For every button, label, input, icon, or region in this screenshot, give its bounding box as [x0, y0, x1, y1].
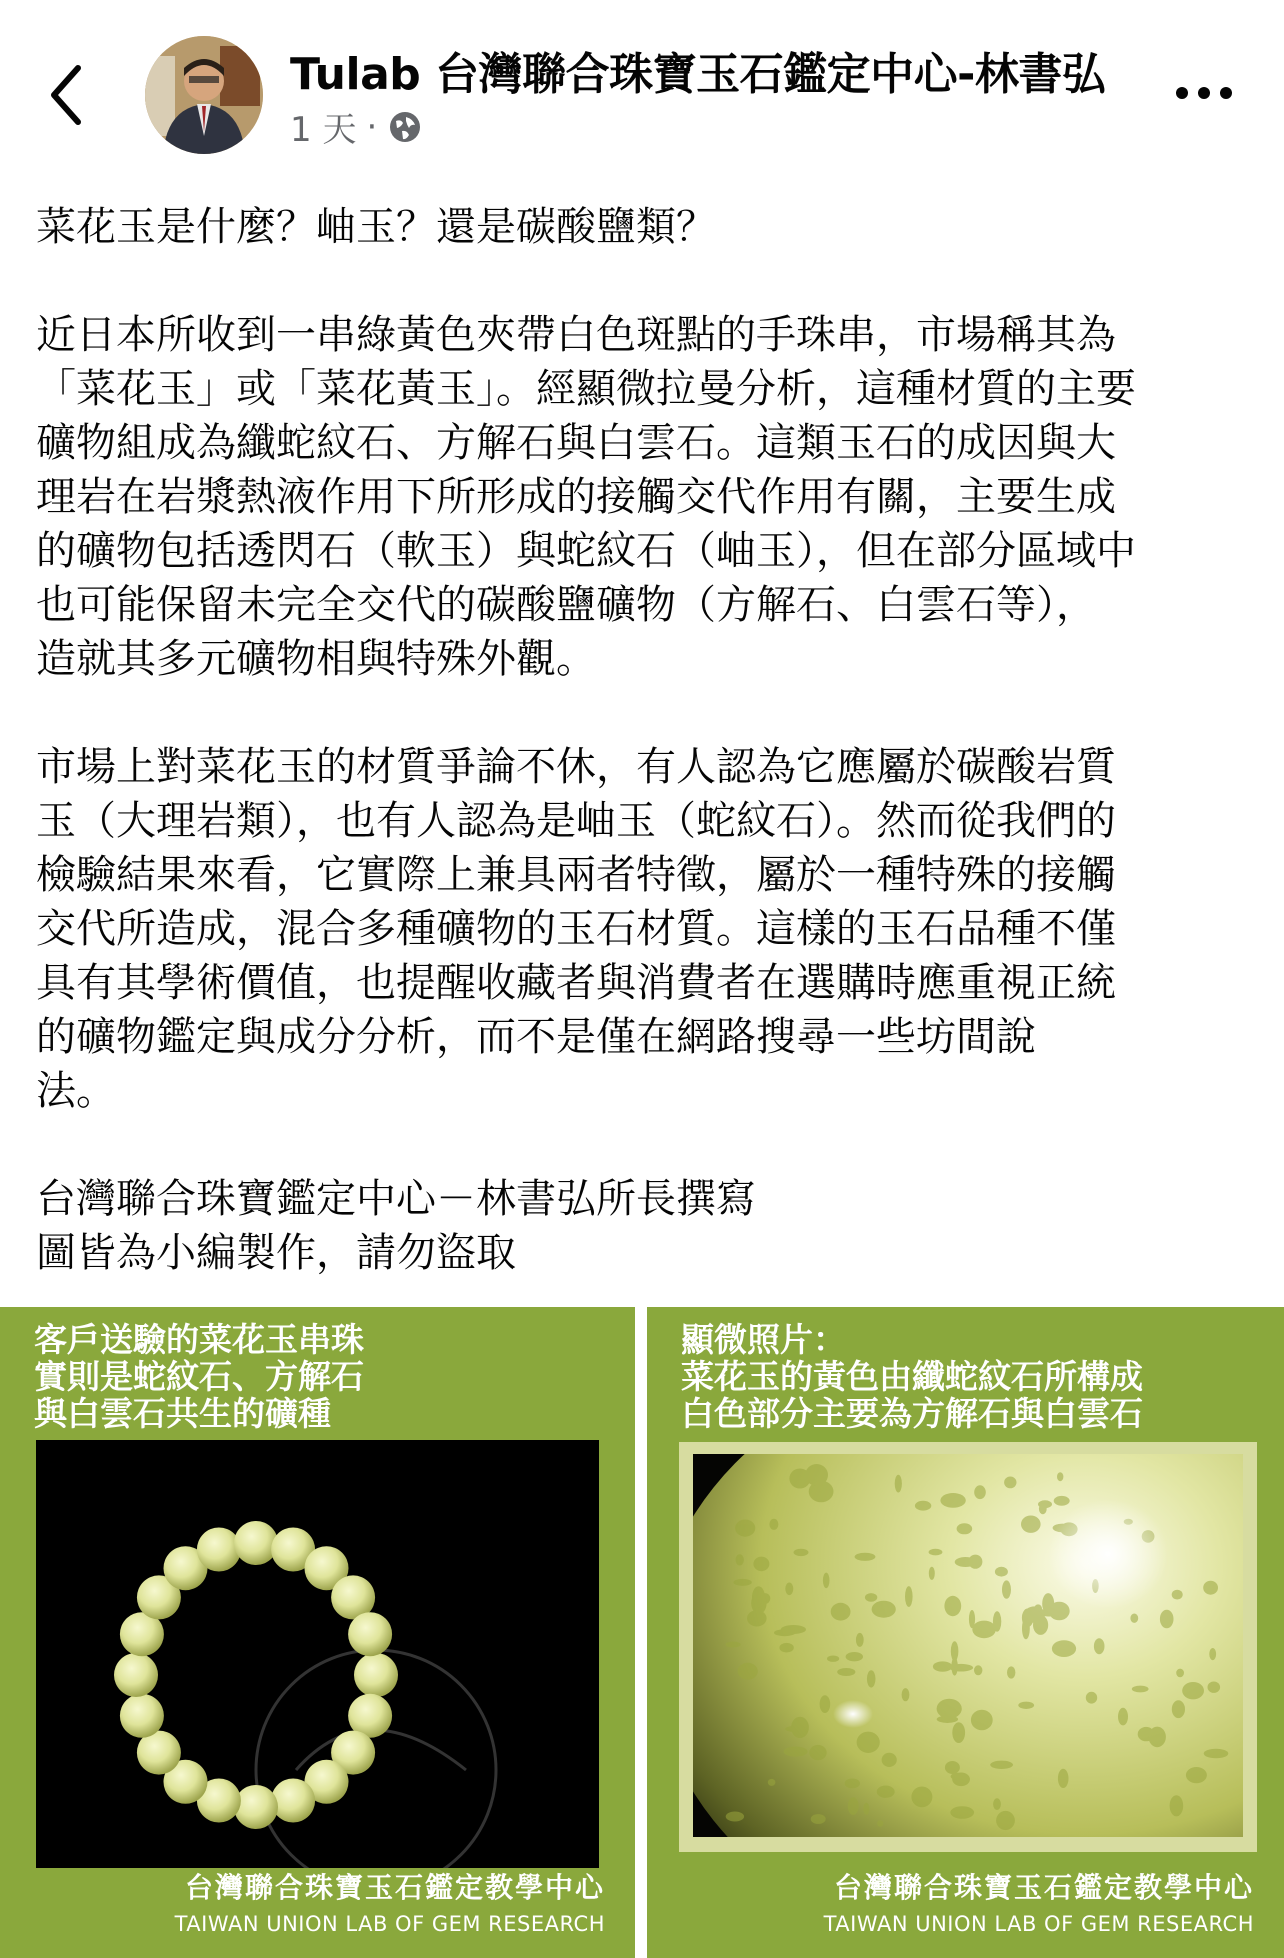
mineral-spot: [752, 1586, 765, 1608]
meta-separator: ·: [366, 106, 378, 147]
author-name[interactable]: Tulab 台灣聯合珠寶玉石鑑定中心-林書弘: [290, 49, 1106, 100]
mineral-spot: [733, 1579, 751, 1586]
mineral-spot: [911, 1787, 932, 1808]
post-meta: [290, 102, 423, 151]
mineral-spot: [972, 1621, 996, 1639]
mineral-spot: [726, 1642, 741, 1648]
mineral-spot: [811, 1814, 826, 1824]
mineral-spot: [1118, 1708, 1128, 1726]
mineral-spot: [1018, 1702, 1034, 1709]
image-panel-bracelet[interactable]: [0, 1307, 635, 1958]
mineral-spot: [1058, 1769, 1069, 1788]
mineral-spot: [1007, 1666, 1015, 1678]
mineral-spot: [1039, 1503, 1047, 1514]
mineral-spot: [1130, 1614, 1138, 1623]
mineral-spot: [950, 1806, 974, 1819]
mineral-spot: [882, 1753, 897, 1767]
mineral-spot: [857, 1732, 880, 1753]
post-header: [0, 0, 1284, 160]
mineral-spot: [831, 1603, 851, 1621]
mineral-spot: [1038, 1609, 1061, 1617]
post-time[interactable]: 1 天: [290, 110, 357, 150]
mineral-spot: [1170, 1795, 1184, 1816]
mineral-spot: [944, 1596, 961, 1616]
mineral-spot: [837, 1668, 855, 1676]
mineral-spot: [779, 1643, 793, 1653]
lab-name-en: TAIWAN UNION LAB OF GEM RESEARCH: [174, 1912, 605, 1936]
microscope-illustration: [693, 1454, 1243, 1837]
mineral-spot: [1209, 1648, 1216, 1660]
mineral-spot: [1186, 1767, 1207, 1783]
more-options-icon[interactable]: [1174, 78, 1234, 108]
lab-name-zh: 台灣聯合珠寶玉石鑑定教學中心: [833, 1871, 1254, 1904]
mineral-spot: [952, 1722, 965, 1743]
mineral-spot: [915, 1501, 931, 1511]
mineral-spot: [971, 1710, 993, 1731]
mineral-spot: [1203, 1581, 1218, 1595]
mineral-spot: [957, 1523, 973, 1534]
mineral-spot: [1004, 1477, 1016, 1489]
mineral-spot: [809, 1745, 826, 1760]
mineral-spot: [1022, 1618, 1030, 1640]
mineral-spot: [1208, 1682, 1221, 1693]
post-signature: 台灣聯合珠寶鑑定中心－林書弘所長撰寫 圖皆為小編製作，請勿盜取: [36, 1176, 756, 1276]
mineral-spot: [736, 1554, 744, 1565]
mineral-spot: [1172, 1700, 1185, 1718]
mineral-spot: [1052, 1640, 1076, 1657]
image-caption: 顯微照片： 菜花玉的黃色由纖蛇紋石所構成 白色部分主要為方解石與白雲石: [681, 1320, 1143, 1433]
mineral-spot: [1033, 1615, 1048, 1635]
mineral-spot: [769, 1519, 778, 1530]
mineral-spot: [827, 1656, 839, 1662]
mineral-spot: [955, 1557, 977, 1567]
mineral-spot: [735, 1520, 755, 1537]
mineral-spot: [738, 1663, 758, 1680]
mineral-spot: [865, 1593, 877, 1602]
mineral-spot: [895, 1475, 902, 1493]
bead: [114, 1653, 158, 1697]
globe-icon: [387, 109, 423, 145]
mineral-spot: [929, 1567, 935, 1580]
mineral-spot: [855, 1553, 876, 1561]
mineral-spot: [877, 1820, 883, 1826]
mineral-spot: [768, 1779, 776, 1786]
lab-name-zh: 台灣聯合珠寶玉石鑑定教學中心: [184, 1871, 605, 1904]
mineral-spot: [791, 1717, 809, 1738]
mineral-spot: [945, 1761, 960, 1774]
mineral-spot: [1094, 1638, 1105, 1654]
mineral-spot: [929, 1549, 943, 1556]
mineral-spot: [872, 1601, 896, 1618]
post-images: [0, 1307, 1284, 1958]
mineral-spot: [1176, 1669, 1184, 1678]
mineral-spot: [951, 1773, 966, 1780]
mineral-spot: [974, 1665, 982, 1675]
bracelet-photo: [36, 1440, 599, 1868]
mineral-spot: [789, 1469, 810, 1489]
mineral-spot: [867, 1670, 876, 1687]
mineral-spot: [996, 1811, 1015, 1830]
mineral-spot: [902, 1688, 910, 1701]
microscope-photo: [693, 1454, 1243, 1837]
mineral-spot: [937, 1716, 958, 1723]
bead: [348, 1612, 392, 1656]
image-panel-microscope[interactable]: [647, 1307, 1284, 1958]
bead: [234, 1785, 278, 1829]
mineral-spot: [785, 1583, 793, 1596]
mineral-spot: [1149, 1727, 1166, 1748]
mineral-spot: [823, 1573, 830, 1589]
bead: [271, 1779, 315, 1823]
mineral-spot: [1086, 1692, 1097, 1704]
mineral-spot: [753, 1557, 769, 1572]
mineral-spot: [856, 1633, 864, 1647]
bead: [120, 1694, 164, 1738]
mineral-spot: [993, 1798, 1001, 1810]
mineral-spot: [863, 1803, 869, 1815]
mineral-spot: [940, 1493, 965, 1508]
avatar[interactable]: [145, 36, 263, 154]
mineral-spot: [845, 1779, 860, 1789]
mineral-spot: [933, 1661, 952, 1671]
post-headline: 菜花玉是什麼？岫玉？還是碳酸鹽類？: [36, 204, 716, 250]
mineral-spot: [1054, 1496, 1070, 1506]
mineral-spot: [774, 1629, 795, 1636]
mineral-spot: [1204, 1749, 1229, 1759]
mineral-spot: [726, 1812, 744, 1822]
mineral-spot: [1002, 1580, 1011, 1598]
post-paragraph: 近日本所收到一串綠黃色夾帶白色斑點的手珠串，市場稱其為 「菜花玉」或「菜花黃玉」。經顯微拉曼分析，這種材質的主要 礦物組成為纖蛇紋石、方解石與白雲石。這類玉石的成因與大 理岩在岩漿熱液作用下所形成的接觸交代作用有關，主要生成 的礦物包括透閃石（軟玉）與蛇紋石（岫玉），但在部分區域中 也可能保留未完全交代的碳酸鹽礦物（方解石、白雲石等）， 造就其多元礦物相與特殊外觀。: [36, 312, 1136, 682]
mineral-spot: [990, 1761, 1013, 1769]
bracelet-illustration: [36, 1440, 599, 1868]
mineral-spot: [974, 1485, 986, 1499]
mineral-spot: [877, 1786, 895, 1798]
bead: [354, 1653, 398, 1697]
mineral-spot: [820, 1695, 831, 1713]
image-caption: 客戶送驗的菜花玉串珠 實則是蛇紋石、方解石 與白雲石共生的礦種: [34, 1320, 364, 1433]
bead: [234, 1521, 278, 1565]
post-paragraph: 市場上對菜花玉的材質爭論不休，有人認為它應屬於碳酸岩質 玉（大理岩類），也有人認為是岫玉（蛇紋石）。然而從我們的 檢驗結果來看，它實際上兼具兩者特徵，屬於一種特殊的接觸 交代所造成，混合多種礦物的玉石材質。這樣的玉石品種不僅 具有其學術價值，也提醒收藏者與消費者在選購時應重視正統 的礦物鑑定與成分分析，而不是僅在網路搜尋一些坊間說 法。: [36, 744, 1116, 1114]
mineral-spot: [794, 1549, 809, 1556]
back-arrow-icon[interactable]: [44, 60, 94, 130]
mineral-spot: [1160, 1610, 1174, 1629]
post-body: [36, 200, 1256, 1280]
mineral-spot: [1021, 1516, 1041, 1533]
mineral-spot: [846, 1652, 863, 1661]
mineral-spot: [784, 1747, 808, 1757]
bead: [197, 1528, 241, 1572]
mineral-spot: [1172, 1590, 1183, 1600]
mineral-spot: [951, 1657, 957, 1676]
mineral-spot: [848, 1797, 859, 1815]
mineral-spot: [1132, 1686, 1149, 1693]
lab-name-en: TAIWAN UNION LAB OF GEM RESEARCH: [823, 1912, 1254, 1936]
mineral-spot: [1057, 1472, 1063, 1481]
mineral-spot: [995, 1567, 1008, 1577]
mineral-spot: [905, 1586, 913, 1607]
photo-frame: [679, 1442, 1257, 1852]
mineral-spot: [1182, 1682, 1204, 1699]
